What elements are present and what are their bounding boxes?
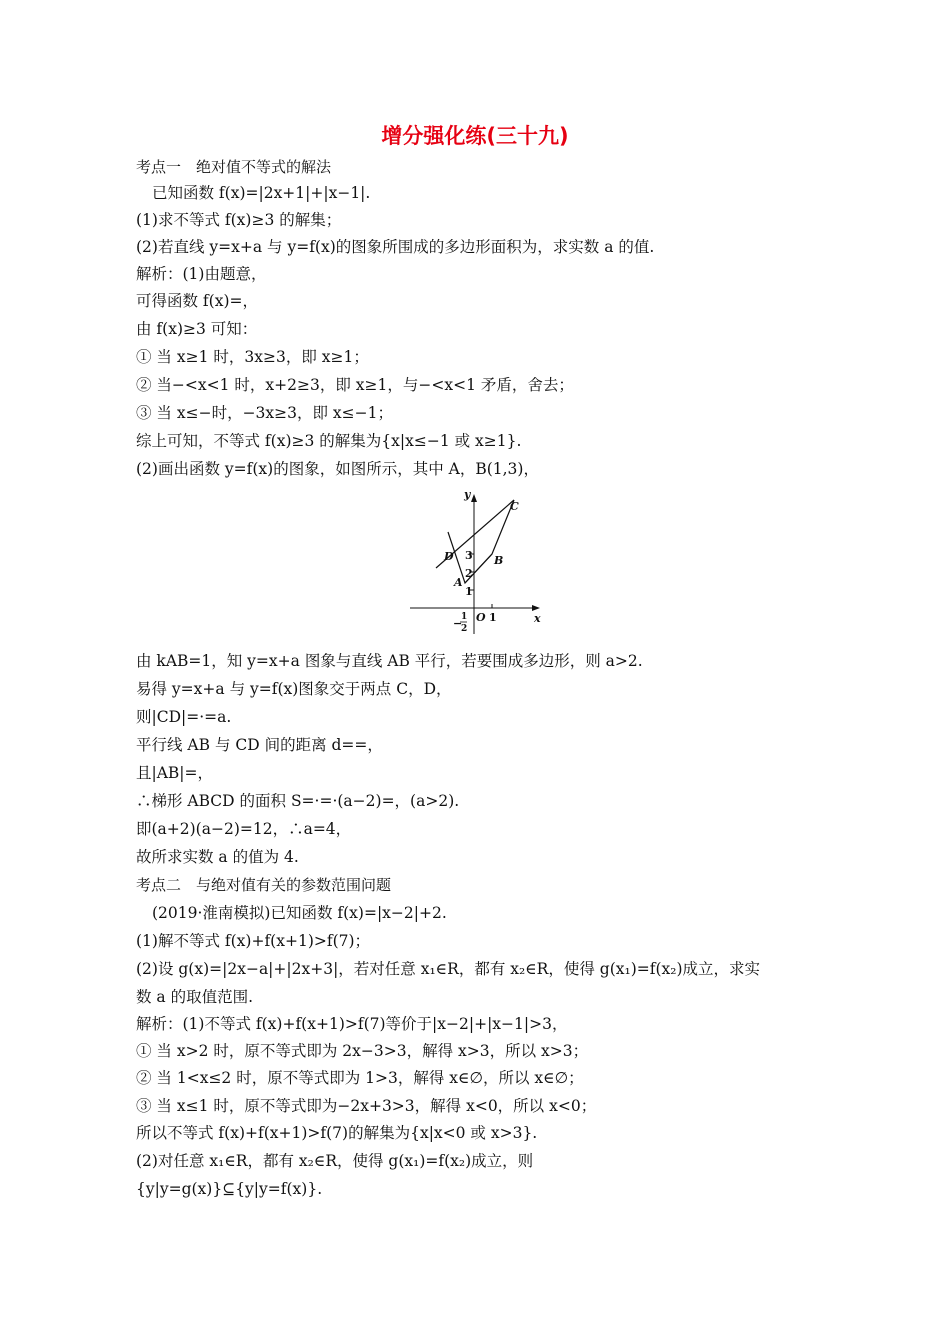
solution1b-line: 即(a+2)(a−2)=12，∴a=4，: [136, 820, 352, 838]
x-axis-arrow: [532, 605, 540, 611]
solution1-case: ③ 当 x≤−时，−3x≥3，即 x≤−1；: [136, 404, 394, 422]
x-tick-neg-numerator: 1: [461, 612, 468, 622]
x-tick-neg-denominator: 2: [461, 624, 468, 634]
point-c-label: C: [510, 500, 519, 513]
x-tick-neg-sign: −: [453, 617, 463, 630]
problem2-part1: (1)解不等式 f(x)+f(x+1)>f(7)；: [136, 932, 371, 950]
function-graph: [406, 488, 546, 636]
solution1-conclusion: 综上可知，不等式 f(x)≥3 的解集为{x|x≤−1 或 x≥1}.: [136, 432, 522, 450]
x-axis-label: x: [534, 612, 541, 625]
problem2-statement: (2019·淮南模拟)已知函数 f(x)=|x−2|+2.: [152, 904, 447, 922]
problem2-part2-cont: 数 a 的取值范围.: [136, 988, 254, 1006]
section1-heading: 考点一 绝对值不等式的解法: [136, 158, 332, 176]
solution1b-line: 平行线 AB 与 CD 间的距离 d==，: [136, 736, 383, 754]
solution2-conclusion: 所以不等式 f(x)+f(x+1)>f(7)的解集为{x|x<0 或 x>3}.: [136, 1124, 538, 1142]
x-tick-label-1: 1: [489, 611, 497, 624]
graph-of-f: [448, 500, 514, 583]
y-tick-label-3: 3: [465, 549, 473, 562]
solution1-line: 由 f(x)≥3 可知：: [136, 320, 258, 338]
origin-label: O: [476, 611, 486, 624]
point-a-label: A: [454, 576, 463, 589]
y-axis-label: y: [464, 488, 471, 501]
solution2-part2: (2)对任意 x₁∈R，都有 x₂∈R，使得 g(x₁)=f(x₂)成立，则: [136, 1152, 534, 1170]
solution2-case: ② 当 1<x≤2 时，原不等式即为 1>3，解得 x∈∅，所以 x∈∅；: [136, 1069, 584, 1087]
solution1-part2: (2)画出函数 y=f(x)的图象，如图所示，其中 A，B(1,3)，: [136, 460, 539, 478]
y-tick-label-1: 1: [465, 585, 473, 598]
solution2-part2-set: {y|y=g(x)}⊆{y|y=f(x)}.: [136, 1180, 323, 1198]
solution2-case: ① 当 x>2 时，原不等式即为 2x−3>3，解得 x>3，所以 x>3；: [136, 1042, 589, 1060]
solution1b-line: 且|AB|=，: [136, 764, 214, 782]
solution1b-line: ∴梯形 ABCD 的面积 S=·=·(a−2)=，(a>2).: [136, 792, 460, 810]
solution1b-line: 易得 y=x+a 与 y=f(x)图象交于两点 C，D，: [136, 680, 452, 698]
solution1-case: ① 当 x≥1 时，3x≥3，即 x≥1；: [136, 348, 369, 366]
point-d-label: D: [444, 550, 454, 563]
solution1-line: 解析：(1)由题意，: [136, 265, 267, 283]
solution1b-answer: 故所求实数 a 的值为 4.: [136, 848, 299, 866]
solution1-line: 可得函数 f(x)=，: [136, 292, 258, 310]
y-axis-arrow: [471, 494, 477, 502]
solution1b-line: 由 kAB=1，知 y=x+a 图象与直线 AB 平行，若要围成多边形，则 a>2.: [136, 652, 643, 670]
point-b-label: B: [494, 554, 504, 567]
y-tick-label-2: 2: [465, 567, 473, 580]
section2-heading: 考点二 与绝对值有关的参数范围问题: [136, 876, 392, 894]
solution2-case: ③ 当 x≤1 时，原不等式即为−2x+3>3，解得 x<0，所以 x<0；: [136, 1097, 597, 1115]
solution1-case: ② 当−<x<1 时，x+2≥3，即 x≥1，与−<x<1 矛盾，舍去；: [136, 376, 574, 394]
problem1-statement: 已知函数 f(x)=|2x+1|+|x−1|.: [152, 184, 371, 202]
problem2-part2: (2)设 g(x)=|2x−a|+|2x+3|，若对任意 x₁∈R，都有 x₂∈R，使得 g(x₁)=f(x₂)成立，求实: [136, 960, 761, 978]
page-title: 增分强化练(三十九): [381, 124, 569, 148]
problem1-part2: (2)若直线 y=x+a 与 y=f(x)的图象所围成的多边形面积为，求实数 a 的值.: [136, 238, 655, 256]
solution2-line: 解析：(1)不等式 f(x)+f(x+1)>f(7)等价于|x−2|+|x−1|>3，: [136, 1015, 568, 1033]
solution1b-line: 则|CD|=·=a.: [136, 708, 232, 726]
problem1-part1: (1)求不等式 f(x)≥3 的解集；: [136, 211, 342, 229]
